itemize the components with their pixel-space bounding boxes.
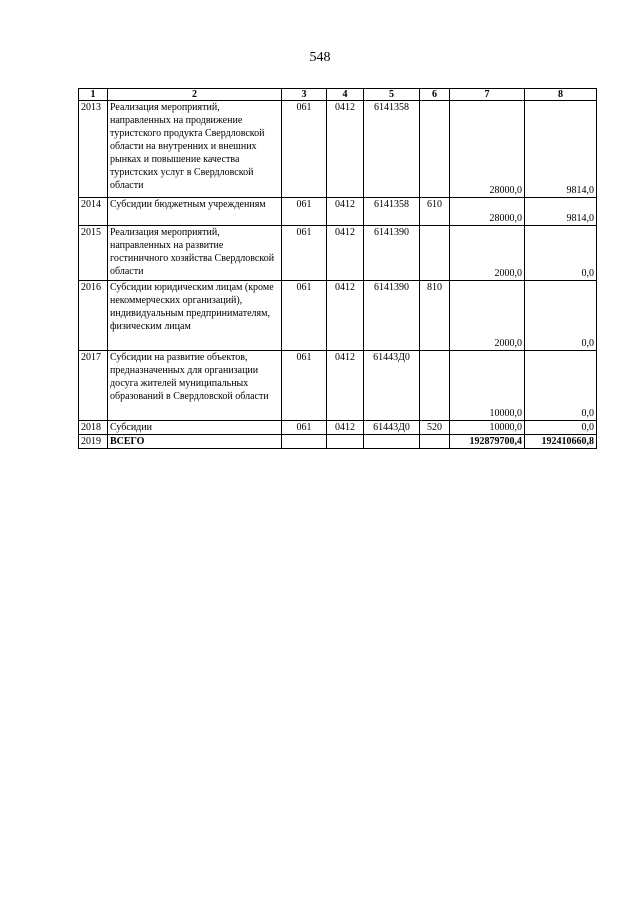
header-cell: 7 xyxy=(450,89,525,101)
amount-2015: 0,0 xyxy=(525,421,597,435)
ministry-code: 061 xyxy=(282,226,327,281)
target-article-code: 61443Д0 xyxy=(364,421,420,435)
header-cell: 3 xyxy=(282,89,327,101)
amount-2014: 2000,0 xyxy=(450,226,525,281)
ministry-code: 061 xyxy=(282,281,327,351)
table-row xyxy=(79,421,597,435)
amount-2015: 0,0 xyxy=(525,281,597,351)
ministry-code: 061 xyxy=(282,351,327,421)
header-cell: 6 xyxy=(420,89,450,101)
row-number: 2014 xyxy=(79,198,108,226)
header-cell: 1 xyxy=(79,89,108,101)
total-amount-2014: 192879700,4 xyxy=(450,435,525,449)
ministry-code xyxy=(282,435,327,449)
section-code: 0412 xyxy=(327,101,364,198)
row-number: 2015 xyxy=(79,226,108,281)
row-description: Реализация мероприятий, направленных на развитие гостиничного хозяйства Свердловской области xyxy=(108,226,282,281)
section-code: 0412 xyxy=(327,198,364,226)
row-number: 2017 xyxy=(79,351,108,421)
row-description: Субсидии xyxy=(108,421,282,435)
expense-type-code: 810 xyxy=(420,281,450,351)
target-article-code: 6141358 xyxy=(364,101,420,198)
amount-2014: 28000,0 xyxy=(450,198,525,226)
row-number: 2016 xyxy=(79,281,108,351)
amount-2015: 9814,0 xyxy=(525,101,597,198)
expense-type-code xyxy=(420,435,450,449)
expense-type-code: 610 xyxy=(420,198,450,226)
section-code: 0412 xyxy=(327,351,364,421)
expense-type-code xyxy=(420,226,450,281)
total-amount-2015: 192410660,8 xyxy=(525,435,597,449)
amount-2014: 2000,0 xyxy=(450,281,525,351)
header-cell: 2 xyxy=(108,89,282,101)
target-article-code: 6141358 xyxy=(364,198,420,226)
ministry-code: 061 xyxy=(282,198,327,226)
page-number: 548 xyxy=(309,50,331,65)
target-article-code: 61443Д0 xyxy=(364,351,420,421)
target-article-code: 6141390 xyxy=(364,226,420,281)
amount-2014: 10000,0 xyxy=(450,351,525,421)
section-code: 0412 xyxy=(327,421,364,435)
total-label: ВСЕГО xyxy=(108,435,282,449)
budget-table xyxy=(78,88,597,449)
target-article-code xyxy=(364,435,420,449)
header-cell: 5 xyxy=(364,89,420,101)
table-row xyxy=(79,198,597,226)
row-description: Субсидии на развитие объектов, предназначенных для организации досуга жителей муниципальных образований в Свердловской области xyxy=(108,351,282,421)
row-description: Реализация мероприятий, направленных на продвижение туристского продукта Свердловской области на внутренних и внешних рынках и повышение качества туристских услуг в Свердловской области xyxy=(108,101,282,198)
section-code xyxy=(327,435,364,449)
expense-type-code: 520 xyxy=(420,421,450,435)
table-row xyxy=(79,281,597,351)
amount-2015: 0,0 xyxy=(525,351,597,421)
table-row xyxy=(79,351,597,421)
expense-type-code xyxy=(420,351,450,421)
header-cell: 4 xyxy=(327,89,364,101)
row-number: 2019 xyxy=(79,435,108,449)
ministry-code: 061 xyxy=(282,421,327,435)
expense-type-code xyxy=(420,101,450,198)
amount-2014: 10000,0 xyxy=(450,421,525,435)
row-number: 2018 xyxy=(79,421,108,435)
target-article-code: 6141390 xyxy=(364,281,420,351)
amount-2014: 28000,0 xyxy=(450,101,525,198)
table-row xyxy=(79,101,597,198)
table-row xyxy=(79,226,597,281)
section-code: 0412 xyxy=(327,281,364,351)
header-cell: 8 xyxy=(525,89,597,101)
amount-2015: 0,0 xyxy=(525,226,597,281)
row-number: 2013 xyxy=(79,101,108,198)
amount-2015: 9814,0 xyxy=(525,198,597,226)
row-description: Субсидии бюджетным учреждениям xyxy=(108,198,282,226)
ministry-code: 061 xyxy=(282,101,327,198)
total-row xyxy=(79,435,597,449)
row-description: Субсидии юридическим лицам (кроме некоммерческих организаций), индивидуальным предпринимателям, физическим лицам xyxy=(108,281,282,351)
header-row xyxy=(79,89,597,101)
section-code: 0412 xyxy=(327,226,364,281)
